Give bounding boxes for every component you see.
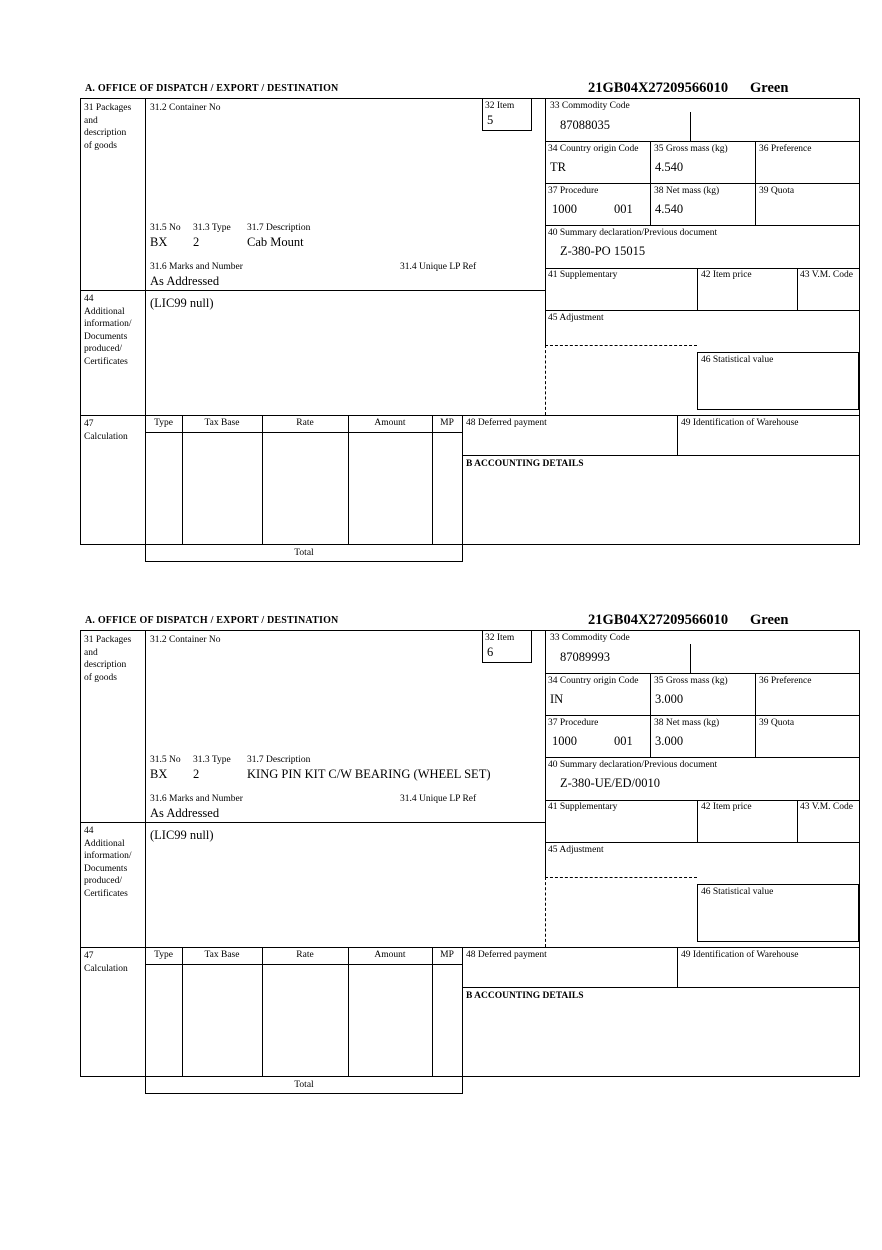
box44-label xyxy=(84,825,144,900)
gross-mass-value: 4.540 xyxy=(655,160,684,174)
box44-label-line: information/ xyxy=(84,851,132,861)
summary-declaration-label: 40 Summary declaration/Previous document xyxy=(548,760,718,770)
accounting-details-label: B ACCOUNTING DETAILS xyxy=(466,991,584,1001)
supplementary-label: 41 Supplementary xyxy=(548,802,618,812)
grid-line xyxy=(348,415,349,545)
calc-total-label: Total xyxy=(294,548,314,558)
grid-line xyxy=(677,415,678,455)
box31-label-line: description xyxy=(84,128,127,138)
procedure-value-2: 001 xyxy=(614,734,633,748)
grid-line xyxy=(545,310,860,311)
procedure-label: 37 Procedure xyxy=(548,718,599,728)
grid-line xyxy=(462,415,463,545)
grid-line xyxy=(462,987,860,988)
adjustment-label: 45 Adjustment xyxy=(548,845,604,855)
item-number-value: 6 xyxy=(487,645,494,659)
grid-line xyxy=(80,415,860,416)
calc-total-label: Total xyxy=(294,1080,314,1090)
warehouse-id-label: 49 Identification of Warehouse xyxy=(681,950,799,960)
box44-label-line: Certificates xyxy=(84,356,128,367)
calc-amount-header: Amount xyxy=(374,418,406,428)
country-origin-value: IN xyxy=(550,692,564,706)
document-number: 21GB04X27209566010 xyxy=(588,80,729,96)
box44-label-line: 44 xyxy=(84,826,94,836)
procedure-label: 37 Procedure xyxy=(548,186,599,196)
grid-line xyxy=(797,800,798,842)
item-label: 32 Item xyxy=(485,101,515,111)
grid-line xyxy=(545,715,860,716)
commodity-code-value: 87088035 xyxy=(560,118,610,132)
grid-line xyxy=(80,290,546,291)
net-mass-value: 4.540 xyxy=(655,202,684,216)
box44-label-line: Documents xyxy=(84,331,128,342)
dashed-grid-line xyxy=(545,877,546,947)
quota-label: 39 Quota xyxy=(759,186,795,196)
marks-label: 31.6 Marks and Number xyxy=(150,262,243,272)
calc-tax-base-header: Tax Base xyxy=(204,950,240,960)
grid-line xyxy=(145,964,463,965)
country-origin-label: 34 Country origin Code xyxy=(548,676,639,686)
box47-label-line: Calculation xyxy=(84,431,128,442)
grid-line xyxy=(545,268,860,269)
outer-border xyxy=(80,98,860,545)
description-label: 31.7 Description xyxy=(247,755,311,765)
packages-no-label: 31.5 No xyxy=(150,223,181,233)
item-price-label: 42 Item price xyxy=(701,802,752,812)
grid-line xyxy=(650,673,651,757)
grid-line xyxy=(755,141,756,225)
box31-label-line: of goods xyxy=(84,140,117,151)
commodity-code-label: 33 Commodity Code xyxy=(550,101,630,111)
box47-label-line: Calculation xyxy=(84,963,128,974)
grid-line xyxy=(262,947,263,1077)
grid-line xyxy=(182,947,183,1077)
accounting-details-label: B ACCOUNTING DETAILS xyxy=(466,459,584,469)
grid-line xyxy=(182,415,183,545)
grid-line xyxy=(145,630,146,1077)
box44-label-line: information/ xyxy=(84,319,132,329)
declaration-item-section xyxy=(80,80,860,562)
grid-line xyxy=(697,800,698,842)
grid-line xyxy=(690,112,691,141)
calc-rate-header: Rate xyxy=(296,950,314,960)
calc-mp-header: MP xyxy=(440,950,454,960)
dashed-grid-line xyxy=(545,345,546,415)
gross-mass-label: 35 Gross mass (kg) xyxy=(654,676,728,686)
grid-line xyxy=(145,432,463,433)
vm-code-label: 43 V.M. Code xyxy=(800,802,853,812)
box31-label xyxy=(84,102,144,152)
grid-line xyxy=(755,673,756,757)
box31-label-line: of goods xyxy=(84,672,117,683)
box44-label-line: Additional xyxy=(84,838,125,849)
box47-label xyxy=(84,950,144,975)
adjustment-label: 45 Adjustment xyxy=(548,313,604,323)
procedure-value-1: 1000 xyxy=(552,734,577,748)
grid-line xyxy=(348,947,349,1077)
grid-line xyxy=(545,98,546,345)
box31-label-line: and xyxy=(84,115,98,126)
packages-type-label: 31.3 Type xyxy=(193,755,231,765)
description-label: 31.7 Description xyxy=(247,223,311,233)
net-mass-label: 38 Net mass (kg) xyxy=(654,186,720,196)
marks-value: As Addressed xyxy=(150,806,220,820)
gross-mass-label: 35 Gross mass (kg) xyxy=(654,144,728,154)
additional-info-value: (LIC99 null) xyxy=(150,828,214,842)
supplementary-label: 41 Supplementary xyxy=(548,270,618,280)
additional-info-value: (LIC99 null) xyxy=(150,296,214,310)
box47-label-line: 47 xyxy=(84,419,94,429)
procedure-value-1: 1000 xyxy=(552,202,577,216)
container-no-label: 31.2 Container No xyxy=(150,635,221,645)
summary-declaration-value: Z-380-UE/ED/0010 xyxy=(560,776,660,790)
item-number-value: 5 xyxy=(487,113,494,127)
grid-line xyxy=(545,141,860,142)
packages-type-value: 2 xyxy=(193,767,200,781)
statistical-value-label: 46 Statistical value xyxy=(701,355,774,365)
warehouse-id-label: 49 Identification of Warehouse xyxy=(681,418,799,428)
item-label: 32 Item xyxy=(485,633,515,643)
description-value: Cab Mount xyxy=(247,235,304,249)
container-no-label: 31.2 Container No xyxy=(150,103,221,113)
office-of-dispatch-title: A. OFFICE OF DISPATCH / EXPORT / DESTINATION xyxy=(85,615,339,626)
deferred-payment-label: 48 Deferred payment xyxy=(466,950,547,960)
grid-line xyxy=(262,415,263,545)
packages-no-value: BX xyxy=(150,235,168,249)
grid-line xyxy=(462,947,463,1077)
marks-label: 31.6 Marks and Number xyxy=(150,794,243,804)
grid-line xyxy=(545,183,860,184)
routing-status: Green xyxy=(750,80,789,96)
grid-line xyxy=(80,822,546,823)
box44-label-line: produced/ xyxy=(84,876,122,886)
gross-mass-value: 3.000 xyxy=(655,692,684,706)
box47-label xyxy=(84,418,144,443)
packages-type-label: 31.3 Type xyxy=(193,223,231,233)
box31-label-line: 31 Packages xyxy=(84,103,132,113)
item-price-label: 42 Item price xyxy=(701,270,752,280)
grid-line xyxy=(545,800,860,801)
box44-label-line: Certificates xyxy=(84,888,128,899)
country-origin-label: 34 Country origin Code xyxy=(548,144,639,154)
summary-declaration-label: 40 Summary declaration/Previous document xyxy=(548,228,718,238)
grid-line xyxy=(545,842,860,843)
procedure-value-2: 001 xyxy=(614,202,633,216)
grid-line xyxy=(677,947,678,987)
outer-border xyxy=(80,630,860,1077)
calc-amount-header: Amount xyxy=(374,950,406,960)
box44-label-line: Additional xyxy=(84,306,125,317)
document-number: 21GB04X27209566010 xyxy=(588,612,729,628)
packages-no-label: 31.5 No xyxy=(150,755,181,765)
net-mass-label: 38 Net mass (kg) xyxy=(654,718,720,728)
grid-line xyxy=(545,673,860,674)
packages-no-value: BX xyxy=(150,767,168,781)
calc-mp-header: MP xyxy=(440,418,454,428)
country-origin-value: TR xyxy=(550,160,566,174)
grid-line xyxy=(690,644,691,673)
box31-label-line: and xyxy=(84,647,98,658)
vm-code-label: 43 V.M. Code xyxy=(800,270,853,280)
grid-line xyxy=(650,141,651,225)
box44-label-line: 44 xyxy=(84,294,94,304)
grid-line xyxy=(797,268,798,310)
commodity-code-label: 33 Commodity Code xyxy=(550,633,630,643)
box47-label-line: 47 xyxy=(84,951,94,961)
packages-type-value: 2 xyxy=(193,235,200,249)
net-mass-value: 3.000 xyxy=(655,734,684,748)
quota-label: 39 Quota xyxy=(759,718,795,728)
grid-line xyxy=(545,630,546,877)
box44-label-line: Documents xyxy=(84,863,128,874)
routing-status: Green xyxy=(750,612,789,628)
box31-label-line: 31 Packages xyxy=(84,635,132,645)
box44-label-line: produced/ xyxy=(84,344,122,354)
grid-line xyxy=(697,268,698,310)
dashed-grid-line xyxy=(545,877,697,878)
calc-tax-base-header: Tax Base xyxy=(204,418,240,428)
grid-line xyxy=(432,415,433,545)
box31-label xyxy=(84,634,144,684)
lp-ref-label: 31.4 Unique LP Ref xyxy=(400,794,477,804)
calc-rate-header: Rate xyxy=(296,418,314,428)
calc-type-header: Type xyxy=(154,950,173,960)
summary-declaration-value: Z-380-PO 15015 xyxy=(560,244,646,258)
deferred-payment-label: 48 Deferred payment xyxy=(466,418,547,428)
box44-label xyxy=(84,293,144,368)
marks-value: As Addressed xyxy=(150,274,220,288)
grid-line xyxy=(432,947,433,1077)
grid-line xyxy=(145,98,146,545)
description-value: KING PIN KIT C/W BEARING (WHEEL SET) xyxy=(247,767,491,781)
lp-ref-label: 31.4 Unique LP Ref xyxy=(400,262,477,272)
box31-label-line: description xyxy=(84,660,127,670)
preference-label: 36 Preference xyxy=(759,144,812,154)
grid-line xyxy=(80,947,860,948)
grid-line xyxy=(545,757,860,758)
commodity-code-value: 87089993 xyxy=(560,650,610,664)
calc-type-header: Type xyxy=(154,418,173,428)
office-of-dispatch-title: A. OFFICE OF DISPATCH / EXPORT / DESTINATION xyxy=(85,83,339,94)
grid-line xyxy=(545,225,860,226)
statistical-value-label: 46 Statistical value xyxy=(701,887,774,897)
grid-line xyxy=(462,455,860,456)
preference-label: 36 Preference xyxy=(759,676,812,686)
dashed-grid-line xyxy=(545,345,697,346)
declaration-item-section xyxy=(80,612,860,1094)
